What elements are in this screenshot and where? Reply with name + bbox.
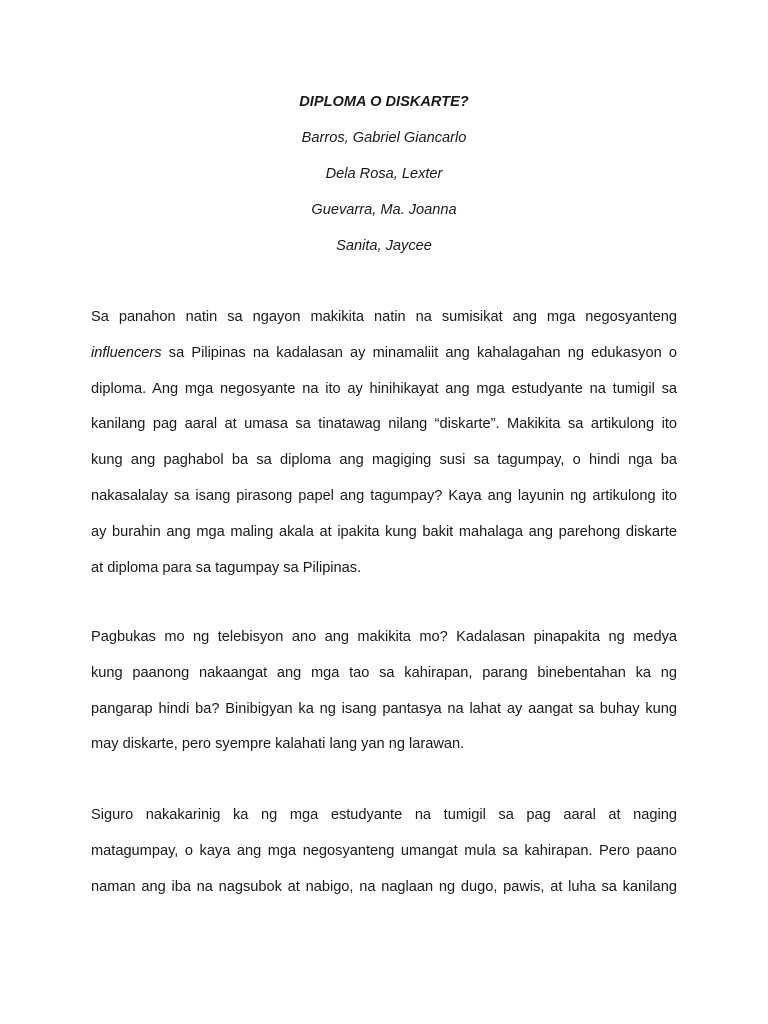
italic-term: influencers [91,344,162,361]
author-3: Guevarra, Ma. Joanna [311,202,457,218]
paragraph-line: Sa panahon natin sa ngayon makikita natin na sumisikat ang mga negosyanteng [91,309,677,325]
paragraph-line-text: sa Pilipinas na kadalasan ay minamaliit ang kahalagahan ng edukasyon o [168,344,677,361]
paragraph-line: pangarap hindi ba? Binibigyan ka ng isang pantasya na lahat ay aangat sa buhay kung [91,700,677,717]
paragraph-1 [91,300,677,586]
author-1: Barros, Gabriel Giancarlo [301,130,467,146]
paragraph-line: matagumpay, o kaya ang mga negosyanteng umangat mula sa kahirapan. Pero paano [91,842,677,859]
paragraph-line [91,336,677,372]
paragraph-line: Siguro nakakarinig ka ng mga estudyante na tumigil sa pag aaral at naging [91,807,677,823]
paragraph-3 [91,798,677,905]
paragraph-line: nakasalalay sa isang pirasong papel ang tagumpay? Kaya ang layunin ng artikulong ito [91,487,677,504]
paragraph-line: Pagbukas mo ng telebisyon ano ang makikita mo? Kadalasan pinapakita ng medya [91,629,677,645]
paragraph-line: diploma. Ang mga negosyante na ito ay hinihikayat ang mga estudyante na tumigil sa [91,380,677,397]
paragraph-line: ay burahin ang mga maling akala at ipakita kung bakit mahalaga ang parehong diskarte [91,523,677,540]
paragraph-line: naman ang iba na nagsubok at nabigo, na naglaan ng dugo, pawis, at luha sa kanilang [91,878,677,895]
author-2: Dela Rosa, Lexter [325,166,443,182]
paragraph-line: kung paanong nakaangat ang mga tao sa kahirapan, parang binebentahan ka ng [91,664,677,681]
author-4: Sanita, Jaycee [336,238,432,254]
paragraph-line: kanilang pag aaral at umasa sa tinatawag nilang “diskarte”. Makikita sa artikulong ito [91,416,677,433]
paragraph-2 [91,620,677,763]
document-header [0,92,768,272]
paragraph-line: at diploma para sa tagumpay sa Pilipinas. [91,559,362,576]
paragraph-line: kung ang paghabol ba sa diploma ang magiging susi sa tagumpay, o hindi nga ba [91,452,677,469]
document-title: DIPLOMA O DISKARTE? [299,94,469,110]
paragraph-line: may diskarte, pero syempre kalahati lang yan ng larawan. [91,736,465,753]
